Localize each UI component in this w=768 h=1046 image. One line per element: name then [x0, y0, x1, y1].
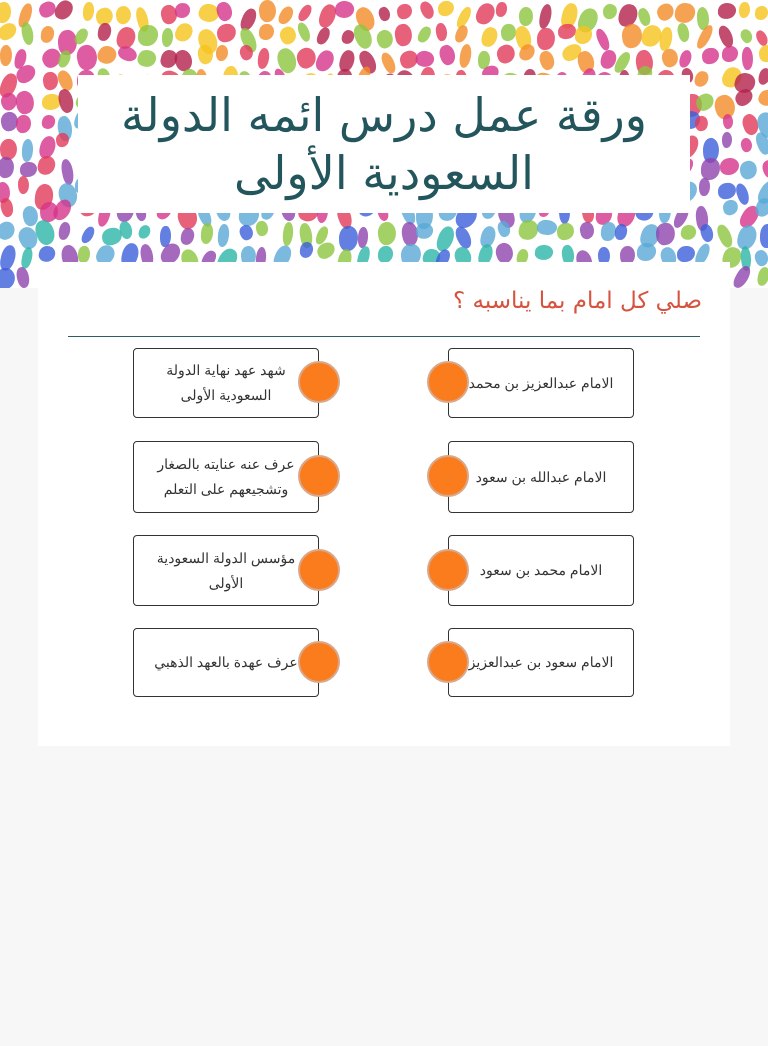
match-handle[interactable] [427, 361, 469, 403]
paint-dot [739, 2, 750, 18]
paint-dot [674, 2, 697, 25]
paint-dot [496, 2, 508, 18]
paint-dot [296, 2, 314, 23]
title-box [78, 75, 690, 213]
paint-dot [738, 27, 755, 45]
paint-dot [717, 183, 736, 201]
paint-dot [17, 176, 30, 195]
paint-dot [316, 26, 333, 46]
paint-dot [414, 48, 436, 68]
paint-dot [0, 197, 15, 219]
paint-dot [558, 24, 576, 40]
paint-dot [53, 0, 76, 23]
paint-dot [174, 2, 190, 19]
paint-dot [721, 46, 737, 63]
paint-dot [740, 136, 755, 153]
paint-dot [277, 25, 298, 47]
paint-dot [538, 3, 553, 29]
paint-dot [277, 4, 296, 26]
paint-dot [259, 24, 274, 40]
paint-dot [15, 115, 31, 134]
paint-dot [216, 45, 229, 61]
description-card: عرف عنه عنايته بالصغار وتشجيعهم على التعلم [133, 441, 319, 513]
paint-dot [41, 114, 56, 130]
paint-dot [578, 221, 596, 241]
paint-dot [313, 48, 336, 74]
paint-dot [556, 222, 574, 240]
paint-dot [677, 246, 696, 263]
paint-dot [0, 45, 13, 66]
paint-dot [418, 0, 437, 21]
paint-dot [756, 266, 768, 286]
match-handle[interactable] [427, 549, 469, 591]
paint-dot [214, 0, 235, 23]
page-title: ورقة عمل درس ائمه الدولة السعودية الأولى [121, 88, 647, 200]
paint-dot [216, 23, 237, 44]
paint-dot [237, 223, 256, 243]
paint-dot [594, 27, 613, 53]
paint-dot [537, 49, 557, 72]
paint-dot [282, 221, 294, 246]
paint-dot [254, 220, 269, 237]
paint-dot [536, 219, 558, 237]
paint-dot [14, 265, 31, 288]
paint-dot [434, 22, 448, 42]
paint-dot [22, 139, 34, 162]
paint-dot [59, 158, 75, 185]
match-handle[interactable] [427, 641, 469, 683]
paint-dot [0, 20, 20, 43]
paint-dot [334, 0, 356, 20]
paint-dot [453, 24, 469, 45]
paint-dot [416, 25, 433, 45]
paint-dot [78, 246, 90, 264]
paint-dot [377, 221, 398, 247]
paint-dot [295, 21, 312, 43]
paint-dot [36, 155, 57, 177]
paint-dot [721, 132, 732, 149]
worksheet-card [38, 262, 730, 746]
paint-dot [415, 221, 435, 240]
paint-dot [257, 48, 270, 70]
paint-dot [173, 21, 195, 45]
paint-dot [14, 89, 37, 116]
paint-dot [717, 3, 736, 20]
paint-dot [41, 71, 59, 91]
paint-dot [755, 6, 768, 21]
paint-dot [756, 88, 768, 109]
paint-dot [299, 242, 314, 259]
match-target[interactable] [298, 641, 340, 683]
paint-dot [37, 244, 57, 264]
paint-dot [95, 43, 119, 67]
question-heading: صلي كل امام بما يناسبه ؟ [452, 288, 702, 314]
description-card: عرف عهدة بالعهد الذهبي [133, 628, 319, 697]
paint-dot [753, 248, 768, 268]
paint-dot [56, 88, 76, 115]
paint-dot [338, 226, 357, 251]
paint-dot [79, 225, 96, 246]
paint-dot [19, 21, 35, 46]
paint-dot [0, 156, 15, 178]
paint-dot [201, 223, 214, 244]
paint-dot [474, 0, 498, 27]
paint-dot [393, 23, 414, 48]
paint-dot [737, 159, 758, 181]
paint-dot [161, 28, 173, 47]
paint-dot [73, 26, 90, 46]
paint-dot [760, 224, 768, 248]
imam-card: الامام عبدالعزيز بن محمد [448, 348, 634, 418]
paint-dot [536, 27, 555, 50]
imam-card: الامام عبدالله بن سعود [448, 441, 634, 513]
paint-dot [678, 49, 693, 69]
paint-dot [676, 22, 692, 44]
paint-dot [519, 7, 535, 27]
paint-dot [0, 266, 17, 288]
paint-dot [378, 51, 398, 75]
paint-dot [621, 23, 643, 49]
imam-card: الامام سعود بن عبدالعزيز [448, 628, 634, 697]
paint-dot [20, 162, 37, 177]
paint-dot [759, 158, 768, 181]
paint-dot [40, 25, 55, 43]
paint-dot [693, 70, 710, 90]
paint-dot [517, 219, 540, 243]
paint-dot [136, 47, 158, 68]
match-target[interactable] [298, 361, 340, 403]
paint-dot [137, 24, 158, 47]
paint-dot [480, 26, 499, 49]
paint-dot [358, 227, 369, 248]
paint-dot [74, 43, 99, 72]
paint-dot [179, 227, 195, 246]
paint-dot [396, 3, 413, 20]
paint-dot [654, 1, 676, 23]
paint-dot [714, 222, 735, 249]
paint-dot [694, 115, 709, 132]
paint-dot [96, 23, 111, 43]
match-target[interactable] [298, 455, 340, 497]
match-handle[interactable] [427, 455, 469, 497]
paint-dot [614, 224, 627, 241]
paint-dot [55, 133, 70, 149]
paint-dot [699, 178, 710, 196]
paint-dot [695, 23, 715, 51]
paint-dot [217, 224, 229, 248]
paint-dot [437, 43, 458, 67]
paint-dot [637, 242, 657, 261]
paint-dot [698, 223, 716, 244]
paint-dot [741, 47, 754, 71]
paint-dot [437, 0, 455, 17]
paint-dot [58, 221, 71, 240]
paint-dot [602, 4, 618, 21]
paint-dot [115, 5, 133, 25]
paint-dot [731, 264, 753, 288]
paint-dot [534, 244, 554, 261]
paint-dot [701, 47, 719, 64]
paint-dot [258, 0, 279, 23]
paint-dot [757, 67, 768, 86]
paint-dot [459, 43, 473, 68]
paint-dot [377, 5, 392, 22]
paint-dot [679, 224, 697, 242]
paint-dot [82, 1, 94, 21]
paint-dot [575, 26, 593, 44]
paint-dot [758, 45, 768, 64]
match-target[interactable] [298, 549, 340, 591]
paint-dot [137, 224, 152, 241]
description-card: شهد عهد نهاية الدولة السعودية الأولى [133, 348, 319, 418]
paint-dot [0, 219, 18, 243]
paint-dot [721, 198, 739, 216]
paint-dot [375, 27, 397, 50]
paint-dot [495, 43, 518, 66]
imam-card: الامام محمد بن سعود [448, 535, 634, 606]
description-card: مؤسس الدولة السعودية الأولى [133, 535, 319, 606]
paint-dot [0, 2, 11, 23]
divider [68, 336, 700, 337]
paint-dot [720, 158, 740, 175]
